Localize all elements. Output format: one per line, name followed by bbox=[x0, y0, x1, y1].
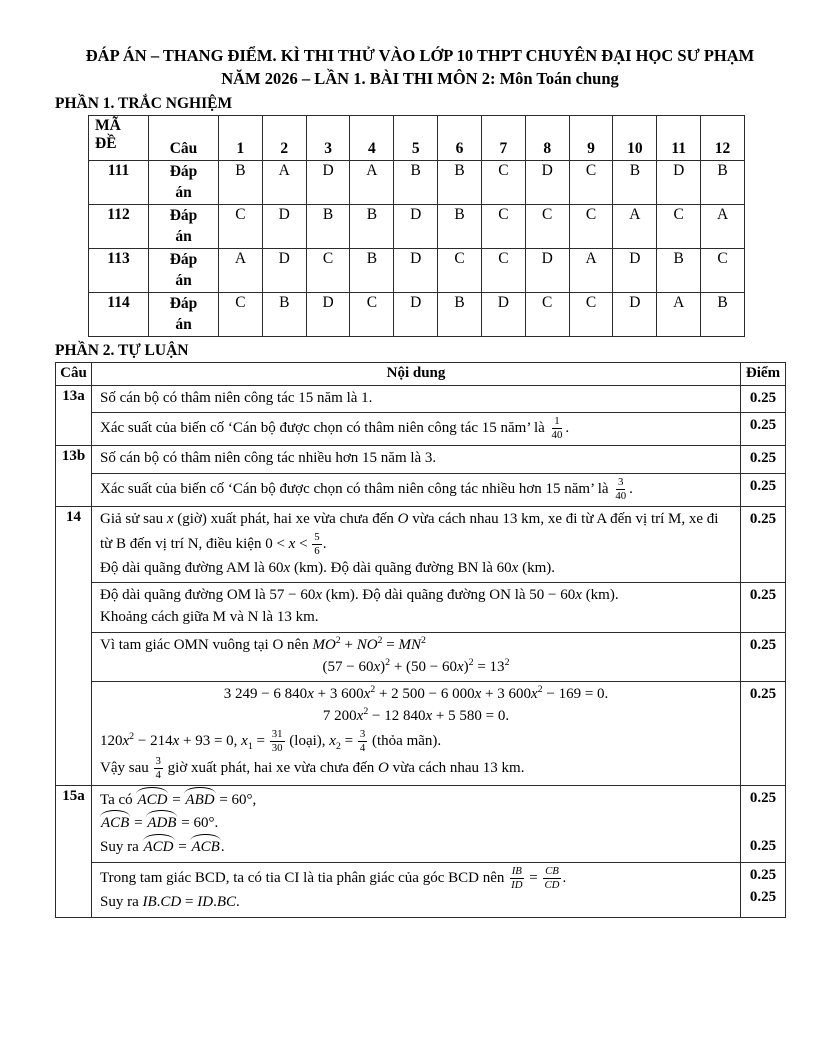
point-value: 0.25 bbox=[749, 477, 777, 494]
title-line-2: NĂM 2026 – LẦN 1. BÀI THI MÔN 2: Môn Toán chung bbox=[221, 69, 619, 89]
essay-table-body bbox=[56, 385, 786, 917]
mc-header-code: MÃ ĐỀ bbox=[89, 116, 149, 161]
essay-row bbox=[56, 862, 786, 917]
section2-heading: PHẦN 2. TỰ LUẬN bbox=[55, 341, 189, 359]
solution-line: $(57 - 60x)^2 + (50 - 60x)^2 = 13^2$ bbox=[322, 656, 510, 675]
solution-content-cell bbox=[92, 446, 741, 474]
point-value: 0.25 bbox=[749, 450, 777, 467]
solution-line: Số cán bộ có thâm niên công tác nhiều hơn 15 năm là 3. bbox=[100, 450, 437, 467]
document-title bbox=[55, 44, 785, 90]
essay-row bbox=[56, 682, 786, 785]
angle-arc: ACD bbox=[136, 788, 168, 812]
solution-content-cell bbox=[92, 413, 741, 446]
mc-answer-cell: C bbox=[350, 292, 394, 336]
mc-header-question-number: 9 bbox=[569, 116, 613, 161]
point-value: 0.25 bbox=[749, 510, 777, 527]
point-value: 0.25 bbox=[749, 587, 777, 604]
question-number-cell: 14 bbox=[56, 506, 92, 785]
solution-line: Xác suất của biến cố ‘Cán bộ được chọn có thâm niên công tác nhiều hơn 15 năm’ là $\frac{3}{40}$ . bbox=[100, 475, 633, 502]
fraction: $\frac{1}{40}$ bbox=[551, 415, 563, 442]
mc-header-question-number: 2 bbox=[262, 116, 306, 161]
mc-header-question-number: 6 bbox=[438, 116, 482, 161]
mc-answer-cell: A bbox=[657, 292, 701, 336]
points-cell bbox=[741, 785, 786, 862]
mc-answer-cell: D bbox=[262, 248, 306, 292]
point-value: 0.25 bbox=[749, 888, 777, 905]
essay-row bbox=[56, 506, 786, 582]
points-cell bbox=[741, 473, 786, 506]
mc-answer-cell: B bbox=[438, 292, 482, 336]
mc-answer-cell: C bbox=[481, 205, 525, 249]
answer-label: Đáp án bbox=[149, 248, 219, 292]
solution-line: Ta có ACD = ABD = 60°, bbox=[100, 788, 732, 812]
mc-row bbox=[89, 248, 745, 292]
mc-answer-cell: D bbox=[394, 292, 438, 336]
points-cell bbox=[741, 632, 786, 682]
essay-row bbox=[56, 446, 786, 474]
mc-answer-cell: B bbox=[306, 205, 350, 249]
solution-content-cell bbox=[92, 473, 741, 506]
mc-row bbox=[89, 205, 745, 249]
mc-answer-cell: D bbox=[525, 248, 569, 292]
mc-answer-cell: A bbox=[350, 161, 394, 205]
fraction: $\frac{3}{40}$ bbox=[615, 475, 627, 502]
exam-code: 111 bbox=[89, 161, 149, 205]
solution-line: Suy ra ACD = ACB. bbox=[100, 835, 732, 859]
solution-line: ACB = ADB = 60°. bbox=[100, 811, 732, 835]
solution-line: $120x^2 - 214x + 93 = 0$, $x_1$ = $\frac{31}{30}$ (loại), $x_2$ = $\frac{3}{4}$ (thỏa mãn). bbox=[100, 727, 442, 754]
mc-answer-cell: B bbox=[438, 161, 482, 205]
mc-answer-cell: D bbox=[657, 161, 701, 205]
solution-line: Suy ra IB.CD = ID.BC. bbox=[100, 893, 240, 910]
points-cell bbox=[741, 385, 786, 413]
mc-answer-cell: D bbox=[306, 161, 350, 205]
solution-line: 7 $200x^2 - 12$ 840x + 5 580 = 0. bbox=[322, 706, 510, 725]
point-value: 0.25 bbox=[749, 686, 777, 703]
fraction: $\frac{IB}{ID}$ bbox=[511, 864, 523, 891]
point-value: 0.25 bbox=[749, 789, 777, 806]
fraction: $\frac{CB}{CD}$ bbox=[544, 864, 560, 891]
essay-row bbox=[56, 385, 786, 413]
answer-label: Đáp án bbox=[149, 292, 219, 336]
answer-label: Đáp án bbox=[149, 205, 219, 249]
mc-answer-cell: D bbox=[613, 248, 657, 292]
mc-answer-cell: D bbox=[613, 292, 657, 336]
mc-header-question-number: 3 bbox=[306, 116, 350, 161]
solution-content-cell bbox=[92, 862, 741, 917]
answer-label: Đáp án bbox=[149, 161, 219, 205]
points-cell bbox=[741, 862, 786, 917]
essay-table-head bbox=[56, 362, 786, 385]
solution-content-cell bbox=[92, 682, 741, 785]
mc-answer-cell: A bbox=[613, 205, 657, 249]
mc-answer-cell: B bbox=[262, 292, 306, 336]
solution-line: Độ dài quãng đường AM là 60x (km). Độ dài quãng đường BN là 60x (km). bbox=[100, 559, 556, 576]
mc-answer-cell: C bbox=[219, 205, 263, 249]
solution-line: Số cán bộ có thâm niên công tác 15 năm là 1. bbox=[100, 389, 373, 406]
points-cell bbox=[741, 413, 786, 446]
solution-content-cell bbox=[92, 385, 741, 413]
mc-answer-cell: B bbox=[219, 161, 263, 205]
mc-answer-cell: A bbox=[569, 248, 613, 292]
mc-header-question-number: 4 bbox=[350, 116, 394, 161]
solution-content-cell bbox=[92, 506, 741, 582]
question-number-cell: 13b bbox=[56, 446, 92, 507]
point-value: 0.25 bbox=[749, 389, 777, 406]
mc-answer-cell: C bbox=[481, 161, 525, 205]
mc-answer-cell: B bbox=[701, 161, 745, 205]
mc-answer-cell: D bbox=[525, 161, 569, 205]
solution-line: Trong tam giác BCD, ta có tia CI là tia phân giác của góc BCD nên $\frac{IB}{ID}$ = $\frac{CB}{CD}$ . bbox=[100, 864, 567, 891]
essay-row bbox=[56, 583, 786, 633]
point-value: 0.25 bbox=[749, 838, 777, 855]
mc-answer-cell: C bbox=[219, 292, 263, 336]
mc-row bbox=[89, 161, 745, 205]
mc-header-question-number: 12 bbox=[701, 116, 745, 161]
mc-answer-cell: A bbox=[262, 161, 306, 205]
mc-answer-cell: C bbox=[701, 248, 745, 292]
question-number-cell: 13a bbox=[56, 385, 92, 446]
solution-content-cell bbox=[92, 632, 741, 682]
mc-answer-cell: B bbox=[701, 292, 745, 336]
mc-header-question-number: 10 bbox=[613, 116, 657, 161]
fraction: $\frac{3}{4}$ bbox=[359, 727, 366, 754]
mc-table-body bbox=[89, 161, 745, 336]
question-number-cell: 15a bbox=[56, 785, 92, 917]
mc-answer-cell: C bbox=[569, 205, 613, 249]
mc-answer-cell: B bbox=[350, 205, 394, 249]
section1-heading: PHẦN 1. TRẮC NGHIỆM bbox=[55, 95, 233, 113]
angle-arc: ACB bbox=[100, 811, 130, 835]
mc-header-question-number: 5 bbox=[394, 116, 438, 161]
essay-row bbox=[56, 413, 786, 446]
exam-code: 113 bbox=[89, 248, 149, 292]
essay-header-row bbox=[56, 362, 786, 385]
mc-answer-cell: C bbox=[306, 248, 350, 292]
essay-row bbox=[56, 632, 786, 682]
mc-answer-cell: C bbox=[438, 248, 482, 292]
solution-line: Vậy sau $\frac{3}{4}$ giờ xuất phát, hai xe vừa chưa đến O vừa cách nhau 13 km. bbox=[100, 754, 525, 781]
mc-answer-cell: C bbox=[525, 292, 569, 336]
mc-answer-cell: D bbox=[394, 248, 438, 292]
point-value: 0.25 bbox=[749, 417, 777, 434]
mc-header-cau: Câu bbox=[149, 116, 219, 161]
mc-answer-cell: D bbox=[262, 205, 306, 249]
title-line-1: ĐÁP ÁN – THANG ĐIỂM. KÌ THI THỬ VÀO LỚP 10 THPT CHUYÊN ĐẠI HỌC SƯ PHẠM bbox=[85, 46, 755, 65]
solution-line: Xác suất của biến cố ‘Cán bộ được chọn có thâm niên công tác 15 năm’ là $\frac{1}{40}$ . bbox=[100, 415, 570, 442]
solution-line: Khoảng cách giữa M và N là 13 km. bbox=[100, 609, 319, 626]
mc-header-question-number: 1 bbox=[219, 116, 263, 161]
solution-line: 3 249 − 6 840x + 3 $600x^2 + 2$ 500 − 6 000x + 3 $600x^2 - 169 = 0$. bbox=[223, 684, 609, 703]
fraction: $\frac{3}{4}$ bbox=[155, 754, 161, 781]
mc-answer-cell: A bbox=[219, 248, 263, 292]
mc-answer-cell: B bbox=[394, 161, 438, 205]
mc-row bbox=[89, 292, 745, 336]
mc-answer-cell: B bbox=[350, 248, 394, 292]
mc-answer-cell: C bbox=[657, 205, 701, 249]
mc-answer-cell: D bbox=[394, 205, 438, 249]
multiple-choice-table bbox=[88, 115, 745, 336]
points-cell bbox=[741, 446, 786, 474]
essay-header-diem: Điểm bbox=[741, 362, 786, 385]
angle-arc: ACD bbox=[143, 835, 175, 859]
mc-answer-cell: C bbox=[525, 205, 569, 249]
mc-answer-cell: D bbox=[481, 292, 525, 336]
mc-answer-cell: B bbox=[657, 248, 701, 292]
mc-answer-cell: D bbox=[306, 292, 350, 336]
mc-answer-cell: B bbox=[613, 161, 657, 205]
mc-header-row bbox=[89, 116, 745, 161]
essay-header-cau: Câu bbox=[56, 362, 92, 385]
mc-answer-cell: B bbox=[438, 205, 482, 249]
mc-answer-cell: C bbox=[481, 248, 525, 292]
exam-code: 112 bbox=[89, 205, 149, 249]
mc-answer-cell: A bbox=[701, 205, 745, 249]
fraction: $\frac{31}{30}$ bbox=[271, 727, 283, 754]
solution-line: Vì tam giác OMN vuông tại O nên $MO^2 + NO^2 = MN^2$ bbox=[100, 634, 426, 653]
solution-content-cell bbox=[92, 785, 741, 862]
essay-row bbox=[56, 473, 786, 506]
solution-content-cell bbox=[92, 583, 741, 633]
point-value: 0.25 bbox=[749, 636, 777, 653]
mc-header-question-number: 11 bbox=[657, 116, 701, 161]
point-value: 0.25 bbox=[749, 866, 777, 883]
solution-line: Độ dài quãng đường OM là 57 − 60x (km). Độ dài quãng đường ON là 50 − 60x (km). bbox=[100, 587, 619, 604]
mc-table-head bbox=[89, 116, 745, 161]
points-cell bbox=[741, 682, 786, 785]
mc-header-question-number: 8 bbox=[525, 116, 569, 161]
exam-code: 114 bbox=[89, 292, 149, 336]
mc-header-question-number: 7 bbox=[481, 116, 525, 161]
essay-header-noidung: Nội dung bbox=[92, 362, 741, 385]
angle-arc: ABD bbox=[184, 788, 215, 812]
points-cell bbox=[741, 506, 786, 582]
fraction: $\frac{5}{6}$ bbox=[314, 530, 320, 557]
points-cell bbox=[741, 583, 786, 633]
mc-answer-cell: C bbox=[569, 161, 613, 205]
angle-arc: ADB bbox=[146, 811, 177, 835]
angle-arc: ACB bbox=[190, 835, 220, 859]
essay-row bbox=[56, 785, 786, 862]
mc-answer-cell: C bbox=[569, 292, 613, 336]
solution-line: Giả sử sau x (giờ) xuất phát, hai xe vừa chưa đến O vừa cách nhau 13 km, xe đi từ A đến vị trí M, xe đi từ B đến vị trí N, điều kiện 0 < x < $\frac{5}{6}$ . bbox=[100, 510, 719, 557]
essay-rubric-table bbox=[55, 362, 786, 918]
